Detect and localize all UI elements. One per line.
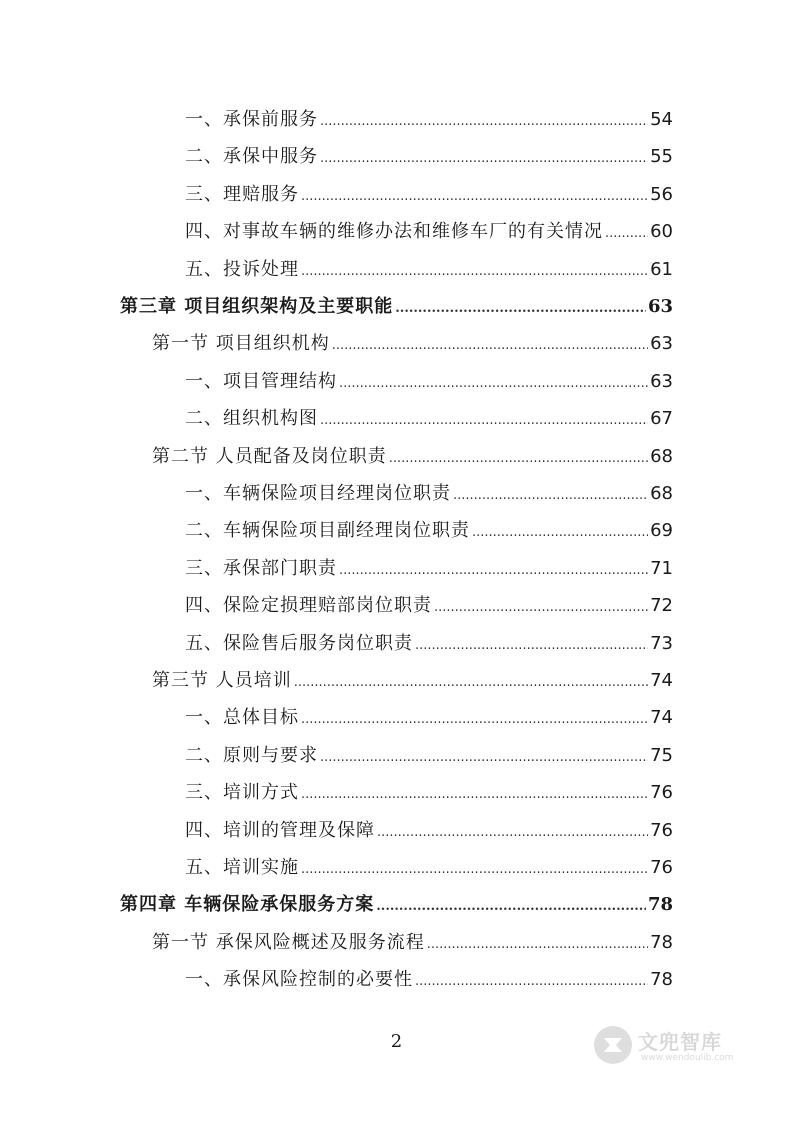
- toc-entry-title: 二、原则与要求: [185, 744, 318, 766]
- toc-entry-title: 四、对事故车辆的维修办法和维修车厂的有关情况: [185, 221, 603, 243]
- dot-leader: [301, 858, 648, 882]
- toc-entry[interactable]: [185, 856, 673, 880]
- page-number: 2: [390, 1031, 403, 1052]
- dot-leader: [453, 484, 648, 508]
- toc-entry[interactable]: [185, 183, 673, 207]
- dot-leader: [339, 559, 648, 583]
- dot-leader: [415, 634, 648, 658]
- dot-leader: [389, 447, 648, 471]
- toc-entry[interactable]: [185, 968, 673, 992]
- toc-entry[interactable]: [120, 295, 673, 319]
- toc-entry-page: 69: [650, 520, 673, 542]
- toc-entry-page: 61: [650, 258, 673, 280]
- toc-entry-page: 75: [650, 744, 673, 766]
- toc-entry-title: 五、培训实施: [185, 857, 299, 878]
- dot-leader: [376, 895, 646, 919]
- toc-entry-page: 56: [650, 183, 673, 205]
- toc-entry[interactable]: [185, 108, 673, 132]
- toc-entry[interactable]: [185, 819, 673, 843]
- toc-entry-page: 68: [650, 445, 673, 467]
- toc-entry[interactable]: [152, 931, 673, 955]
- toc-entry-page: 78: [647, 894, 673, 916]
- toc-entry[interactable]: [185, 220, 673, 244]
- toc-entry-title: 三、培训方式: [185, 782, 299, 804]
- toc-entry-title: 第一节 承保风险概述及服务流程: [152, 931, 425, 953]
- dot-leader: [320, 746, 648, 770]
- dot-leader: [301, 185, 648, 209]
- toc-entry-title: 二、组织机构图: [185, 408, 318, 430]
- toc-entry-title: 三、理赔服务: [185, 183, 299, 205]
- toc-entry-title: 第三章 项目组织架构及主要职能: [120, 296, 394, 317]
- toc-entry-page: 55: [650, 146, 673, 168]
- dot-leader: [339, 372, 648, 396]
- toc-entry[interactable]: [185, 258, 673, 282]
- toc-entry-title: 四、培训的管理及保障: [185, 819, 375, 841]
- toc-entry-title: 四、保险定损理赔部岗位职责: [185, 595, 432, 617]
- dot-leader: [320, 409, 648, 433]
- toc-entry-page: 63: [647, 296, 673, 317]
- toc-entry[interactable]: [185, 145, 673, 169]
- watermark-url: www.wendoulib.com: [641, 1053, 734, 1063]
- toc-entry[interactable]: [152, 332, 673, 356]
- toc-entry[interactable]: [185, 594, 673, 618]
- toc-entry-page: 76: [650, 857, 673, 878]
- toc-entry[interactable]: [185, 557, 673, 581]
- toc-entry[interactable]: [185, 781, 673, 805]
- toc-entry-title: 第三节 人员培训: [152, 670, 292, 691]
- toc-entry[interactable]: [185, 744, 673, 768]
- dot-leader: [427, 933, 648, 957]
- dot-leader: [605, 222, 648, 246]
- toc-entry-title: 二、承保中服务: [185, 146, 318, 168]
- dot-leader: [472, 521, 648, 545]
- toc-entry-title: 五、投诉处理: [185, 258, 299, 280]
- toc-entry-page: 71: [650, 557, 673, 579]
- toc-entry-page: 54: [650, 109, 673, 130]
- wendou-logo-icon: [592, 1024, 634, 1066]
- toc-entry-title: 第二节 人员配备及岗位职责: [152, 445, 387, 467]
- toc-entry-title: 二、车辆保险项目副经理岗位职责: [185, 520, 470, 542]
- toc-entry-title: 三、承保部门职责: [185, 557, 337, 579]
- toc-entry-page: 63: [650, 370, 673, 392]
- toc-entry-page: 74: [650, 707, 673, 729]
- toc-entry-title: 一、项目管理结构: [185, 370, 337, 392]
- toc-entry[interactable]: [185, 519, 673, 543]
- toc-entry[interactable]: [185, 706, 673, 730]
- toc-entry-page: 78: [650, 969, 673, 991]
- dot-leader: [320, 110, 648, 134]
- dot-leader: [415, 970, 648, 994]
- toc-entry-title: 五、保险售后服务岗位职责: [185, 632, 413, 654]
- toc-entry-page: 72: [650, 595, 673, 617]
- toc-entry-page: 67: [650, 408, 673, 430]
- toc-entry[interactable]: [185, 632, 673, 656]
- toc-entry-page: 78: [650, 931, 673, 953]
- toc-entry-title: 一、承保前服务: [185, 109, 318, 130]
- toc-entry-page: 63: [650, 333, 673, 355]
- dot-leader: [301, 708, 648, 732]
- toc-entry-page: 76: [650, 819, 673, 841]
- dot-leader: [377, 821, 648, 845]
- toc-entry[interactable]: [185, 370, 673, 394]
- dot-leader: [395, 297, 646, 321]
- toc-entry-page: 73: [650, 632, 673, 654]
- toc-entry-page: 76: [650, 782, 673, 804]
- toc-entry[interactable]: [152, 445, 673, 469]
- dot-leader: [332, 334, 648, 358]
- toc-entry[interactable]: [120, 893, 673, 917]
- toc-entry-title: 一、车辆保险项目经理岗位职责: [185, 483, 451, 504]
- watermark-name: 文兜智库: [638, 1030, 722, 1054]
- toc-entry-title: 第一节 项目组织机构: [152, 333, 330, 355]
- toc-entry[interactable]: [152, 669, 673, 693]
- dot-leader: [434, 596, 648, 620]
- toc-entry-title: 第四章 车辆保险承保服务方案: [120, 894, 375, 916]
- dot-leader: [320, 147, 648, 171]
- dot-leader: [294, 671, 648, 695]
- toc-entry-page: 60: [650, 221, 673, 243]
- toc-entry[interactable]: [185, 407, 673, 431]
- dot-leader: [301, 260, 648, 284]
- watermark: [592, 1022, 752, 1072]
- toc-entry[interactable]: [185, 482, 673, 506]
- toc-entry-title: 一、总体目标: [185, 707, 299, 729]
- dot-leader: [301, 783, 648, 807]
- toc-entry-page: 68: [650, 483, 673, 504]
- toc-entry-title: 一、承保风险控制的必要性: [185, 969, 413, 991]
- toc-entry-page: 74: [650, 670, 673, 691]
